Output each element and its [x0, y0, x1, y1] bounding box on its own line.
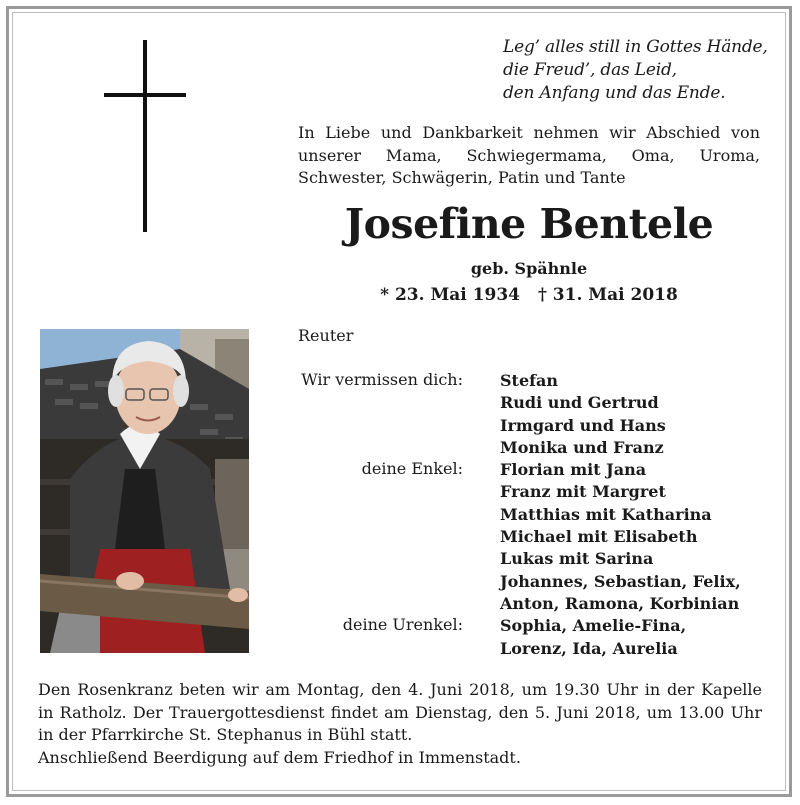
verse-line: den Anfang und das Ende.: [503, 83, 726, 103]
family-names: [500, 370, 741, 660]
intro-text: [298, 122, 760, 190]
label-miss: Wir vermissen dich:: [301, 370, 463, 389]
family-name: Anton, Ramona, Korbinian: [500, 593, 740, 613]
maiden-name: geb. Spähnle: [470, 259, 588, 278]
deceased-name: Josefine Bentele: [344, 200, 714, 248]
intro-line: In Liebe und Dankbarkeit nehmen wir Abschied von: [298, 123, 760, 142]
intro-line: unserer Mama, Schwiegermama, Oma, Uroma,: [298, 145, 760, 165]
family-name: Lorenz, Ida, Aurelia: [500, 638, 678, 658]
family-name: Franz mit Margret: [500, 482, 666, 502]
family-name: Michael mit Elisabeth: [500, 527, 698, 547]
intro-line: Schwester, Schwägerin, Patin und Tante: [298, 168, 626, 187]
place-name: Reuter: [298, 326, 354, 345]
family-name: Florian mit Jana: [500, 460, 647, 480]
portrait-photo: [40, 329, 249, 653]
death-date: † 31. Mai 2018: [538, 285, 678, 305]
family-name: Monika und Franz: [500, 437, 664, 457]
funeral-details: [38, 679, 762, 769]
family-name: Lukas mit Sarina: [500, 549, 654, 569]
family-name: Matthias mit Katharina: [500, 504, 712, 524]
label-grandchildren: deine Enkel:: [361, 459, 463, 478]
life-dates: [298, 285, 760, 305]
family-name: Irmgard und Hans: [500, 415, 666, 435]
verse-line: Leg’ alles still in Gottes Hände,: [503, 37, 768, 57]
footer-line: Anschließend Beerdigung auf dem Friedhof in Immenstadt.: [38, 747, 521, 767]
footer-line: in Ratholz. Der Trauergottesdienst findet am Dienstag, den 5. Juni 2018, um 13.00 Uhr: [38, 702, 762, 722]
footer-line: in der Pfarrkirche St. Stephanus in Bühl statt.: [38, 725, 413, 744]
verse-line: die Freud’, das Leid,: [503, 60, 677, 80]
label-great-grandchildren: deine Urenkel:: [342, 615, 463, 634]
family-name: Rudi und Gertrud: [500, 393, 659, 413]
family-name: Stefan: [500, 371, 559, 390]
family-name: Sophia, Amelie-Fina,: [500, 616, 687, 636]
family-name: Johannes, Sebastian, Felix,: [500, 571, 741, 591]
birth-date: * 23. Mai 1934: [380, 285, 520, 305]
verse: [503, 36, 773, 105]
footer-line: Den Rosenkranz beten wir am Montag, den 4. Juni 2018, um 19.30 Uhr in der Kapelle: [38, 680, 762, 699]
